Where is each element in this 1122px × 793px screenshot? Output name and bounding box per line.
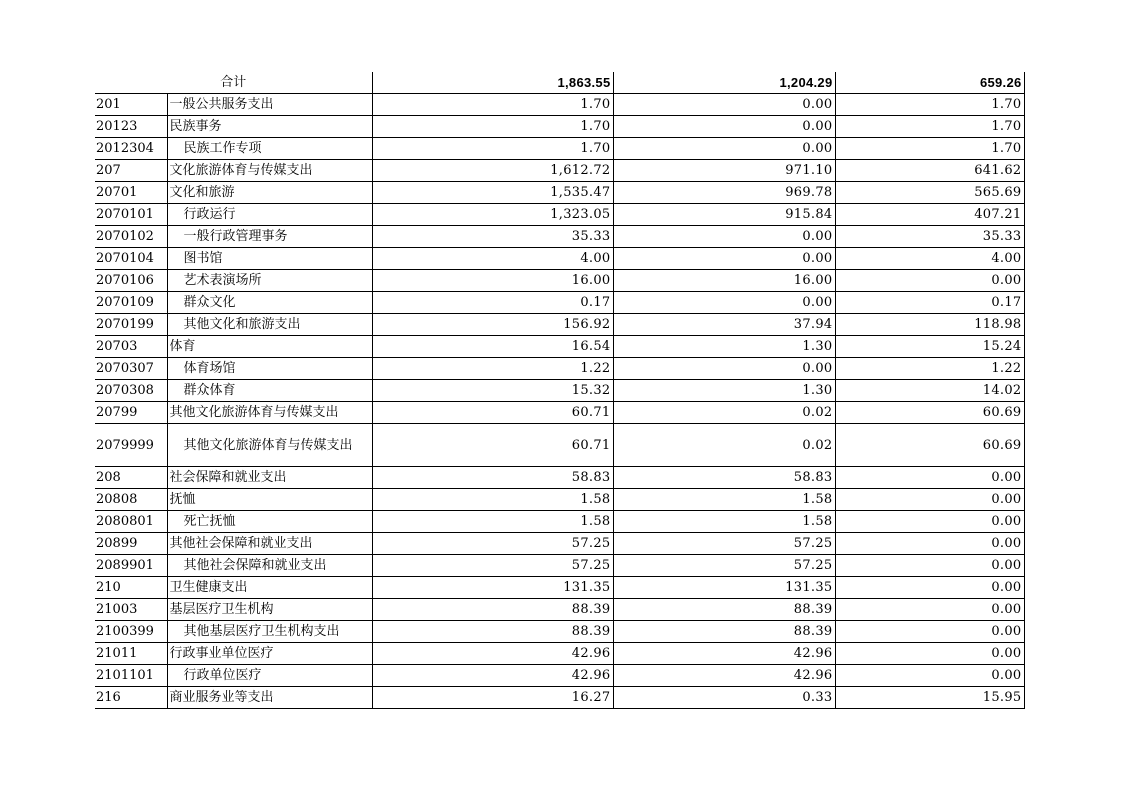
table-row	[95, 182, 1024, 204]
row-value-2: 0.33	[613, 687, 835, 709]
row-name: 民族工作专项	[167, 138, 372, 160]
row-name: 其他社会保障和就业支出	[167, 555, 372, 577]
row-value-2: 971.10	[613, 160, 835, 182]
row-value-3: 0.00	[835, 643, 1024, 665]
row-name: 社会保障和就业支出	[167, 467, 372, 489]
row-code: 2079999	[95, 424, 167, 467]
table-row	[95, 511, 1024, 533]
row-value-3: 1.70	[835, 94, 1024, 116]
row-value-2: 131.35	[613, 577, 835, 599]
row-value-3: 14.02	[835, 380, 1024, 402]
row-value-2: 1.58	[613, 489, 835, 511]
row-value-3: 1.70	[835, 138, 1024, 160]
row-name: 文化旅游体育与传媒支出	[167, 160, 372, 182]
table-row	[95, 204, 1024, 226]
table-row	[95, 687, 1024, 709]
table-row	[95, 314, 1024, 336]
table-row	[95, 555, 1024, 577]
row-value-2: 42.96	[613, 665, 835, 687]
row-value-1: 1,323.05	[372, 204, 613, 226]
row-value-1: 16.00	[372, 270, 613, 292]
row-value-2: 0.00	[613, 292, 835, 314]
row-code: 2070102	[95, 226, 167, 248]
row-value-1: 42.96	[372, 643, 613, 665]
row-value-3: 0.00	[835, 555, 1024, 577]
row-value-3: 641.62	[835, 160, 1024, 182]
row-value-3: 0.00	[835, 270, 1024, 292]
row-name: 抚恤	[167, 489, 372, 511]
row-name: 艺术表演场所	[167, 270, 372, 292]
row-value-3: 0.00	[835, 489, 1024, 511]
row-value-3: 565.69	[835, 182, 1024, 204]
total-value-2: 1,204.29	[613, 72, 835, 94]
table-row	[95, 380, 1024, 402]
table-row	[95, 424, 1024, 467]
row-name: 行政运行	[167, 204, 372, 226]
row-name: 其他基层医疗卫生机构支出	[167, 621, 372, 643]
row-value-2: 37.94	[613, 314, 835, 336]
table-row	[95, 358, 1024, 380]
row-value-3: 1.70	[835, 116, 1024, 138]
row-value-1: 88.39	[372, 621, 613, 643]
row-value-2: 0.00	[613, 116, 835, 138]
row-value-3: 0.17	[835, 292, 1024, 314]
row-value-1: 1.58	[372, 489, 613, 511]
row-value-2: 0.00	[613, 248, 835, 270]
row-value-3: 15.95	[835, 687, 1024, 709]
table-row	[95, 577, 1024, 599]
row-value-1: 1.70	[372, 138, 613, 160]
row-value-2: 16.00	[613, 270, 835, 292]
row-value-1: 131.35	[372, 577, 613, 599]
table-row	[95, 292, 1024, 314]
table-row	[95, 94, 1024, 116]
row-value-2: 915.84	[613, 204, 835, 226]
row-name: 群众体育	[167, 380, 372, 402]
row-name: 商业服务业等支出	[167, 687, 372, 709]
row-code: 20703	[95, 336, 167, 358]
row-value-1: 15.32	[372, 380, 613, 402]
row-code: 2070101	[95, 204, 167, 226]
row-code: 2012304	[95, 138, 167, 160]
row-code: 2070104	[95, 248, 167, 270]
row-code: 20899	[95, 533, 167, 555]
row-value-2: 57.25	[613, 533, 835, 555]
row-value-3: 35.33	[835, 226, 1024, 248]
table-row	[95, 116, 1024, 138]
row-value-2: 88.39	[613, 621, 835, 643]
row-name: 体育	[167, 336, 372, 358]
table-row	[95, 336, 1024, 358]
table-row	[95, 138, 1024, 160]
row-value-1: 16.27	[372, 687, 613, 709]
row-name: 其他文化和旅游支出	[167, 314, 372, 336]
row-name: 死亡抚恤	[167, 511, 372, 533]
row-value-1: 57.25	[372, 533, 613, 555]
row-name: 体育场馆	[167, 358, 372, 380]
table-row	[95, 643, 1024, 665]
row-value-1: 1.22	[372, 358, 613, 380]
row-value-2: 1.30	[613, 380, 835, 402]
row-value-3: 0.00	[835, 511, 1024, 533]
row-name: 一般行政管理事务	[167, 226, 372, 248]
row-value-1: 1,612.72	[372, 160, 613, 182]
table-row	[95, 270, 1024, 292]
row-name: 卫生健康支出	[167, 577, 372, 599]
row-code: 20701	[95, 182, 167, 204]
row-value-1: 1,535.47	[372, 182, 613, 204]
row-value-2: 0.00	[613, 358, 835, 380]
row-name: 行政事业单位医疗	[167, 643, 372, 665]
row-value-2: 57.25	[613, 555, 835, 577]
table-row	[95, 226, 1024, 248]
row-code: 2089901	[95, 555, 167, 577]
row-name: 其他文化旅游体育与传媒支出	[167, 402, 372, 424]
row-value-2: 42.96	[613, 643, 835, 665]
row-code: 20799	[95, 402, 167, 424]
row-code: 207	[95, 160, 167, 182]
row-code: 20808	[95, 489, 167, 511]
row-code: 2070109	[95, 292, 167, 314]
row-code: 2070199	[95, 314, 167, 336]
row-value-2: 88.39	[613, 599, 835, 621]
row-value-1: 4.00	[372, 248, 613, 270]
row-value-2: 1.30	[613, 336, 835, 358]
budget-sheet	[95, 72, 1025, 709]
row-value-2: 58.83	[613, 467, 835, 489]
table-row	[95, 248, 1024, 270]
row-value-3: 15.24	[835, 336, 1024, 358]
row-name: 群众文化	[167, 292, 372, 314]
row-name: 其他文化旅游体育与传媒支出	[167, 424, 372, 467]
row-value-3: 60.69	[835, 402, 1024, 424]
row-value-1: 0.17	[372, 292, 613, 314]
row-name: 行政单位医疗	[167, 665, 372, 687]
row-value-1: 35.33	[372, 226, 613, 248]
table-row	[95, 533, 1024, 555]
table-row	[95, 621, 1024, 643]
row-value-1: 88.39	[372, 599, 613, 621]
row-name: 其他社会保障和就业支出	[167, 533, 372, 555]
row-code: 20123	[95, 116, 167, 138]
row-code: 201	[95, 94, 167, 116]
table-row	[95, 402, 1024, 424]
row-value-3: 0.00	[835, 621, 1024, 643]
row-value-3: 0.00	[835, 665, 1024, 687]
table-row	[95, 665, 1024, 687]
row-value-1: 16.54	[372, 336, 613, 358]
total-label: 合计	[95, 72, 372, 94]
row-value-2: 0.02	[613, 402, 835, 424]
total-value-1: 1,863.55	[372, 72, 613, 94]
row-value-2: 0.00	[613, 138, 835, 160]
row-value-1: 60.71	[372, 402, 613, 424]
row-value-2: 0.00	[613, 94, 835, 116]
row-value-1: 1.70	[372, 94, 613, 116]
row-name: 文化和旅游	[167, 182, 372, 204]
expenditure-table	[95, 72, 1025, 709]
row-code: 2080801	[95, 511, 167, 533]
table-row	[95, 489, 1024, 511]
table-row	[95, 467, 1024, 489]
row-value-2: 0.02	[613, 424, 835, 467]
table-body	[95, 72, 1024, 709]
row-code: 2100399	[95, 621, 167, 643]
row-value-1: 57.25	[372, 555, 613, 577]
row-code: 2101101	[95, 665, 167, 687]
row-name: 一般公共服务支出	[167, 94, 372, 116]
total-value-3: 659.26	[835, 72, 1024, 94]
row-value-1: 156.92	[372, 314, 613, 336]
row-name: 图书馆	[167, 248, 372, 270]
row-code: 21011	[95, 643, 167, 665]
row-name: 基层医疗卫生机构	[167, 599, 372, 621]
row-value-2: 0.00	[613, 226, 835, 248]
row-value-2: 1.58	[613, 511, 835, 533]
row-value-3: 4.00	[835, 248, 1024, 270]
row-value-3: 0.00	[835, 577, 1024, 599]
row-value-3: 0.00	[835, 467, 1024, 489]
row-value-3: 0.00	[835, 599, 1024, 621]
total-row	[95, 72, 1024, 94]
row-value-3: 407.21	[835, 204, 1024, 226]
row-code: 2070307	[95, 358, 167, 380]
row-code: 2070106	[95, 270, 167, 292]
row-code: 216	[95, 687, 167, 709]
row-value-3: 1.22	[835, 358, 1024, 380]
row-value-3: 118.98	[835, 314, 1024, 336]
row-code: 208	[95, 467, 167, 489]
row-code: 21003	[95, 599, 167, 621]
row-value-1: 58.83	[372, 467, 613, 489]
row-value-3: 60.69	[835, 424, 1024, 467]
row-value-1: 42.96	[372, 665, 613, 687]
table-row	[95, 160, 1024, 182]
row-value-1: 60.71	[372, 424, 613, 467]
row-code: 2070308	[95, 380, 167, 402]
row-value-3: 0.00	[835, 533, 1024, 555]
row-value-1: 1.70	[372, 116, 613, 138]
row-value-1: 1.58	[372, 511, 613, 533]
row-code: 210	[95, 577, 167, 599]
row-value-2: 969.78	[613, 182, 835, 204]
table-row	[95, 599, 1024, 621]
row-name: 民族事务	[167, 116, 372, 138]
